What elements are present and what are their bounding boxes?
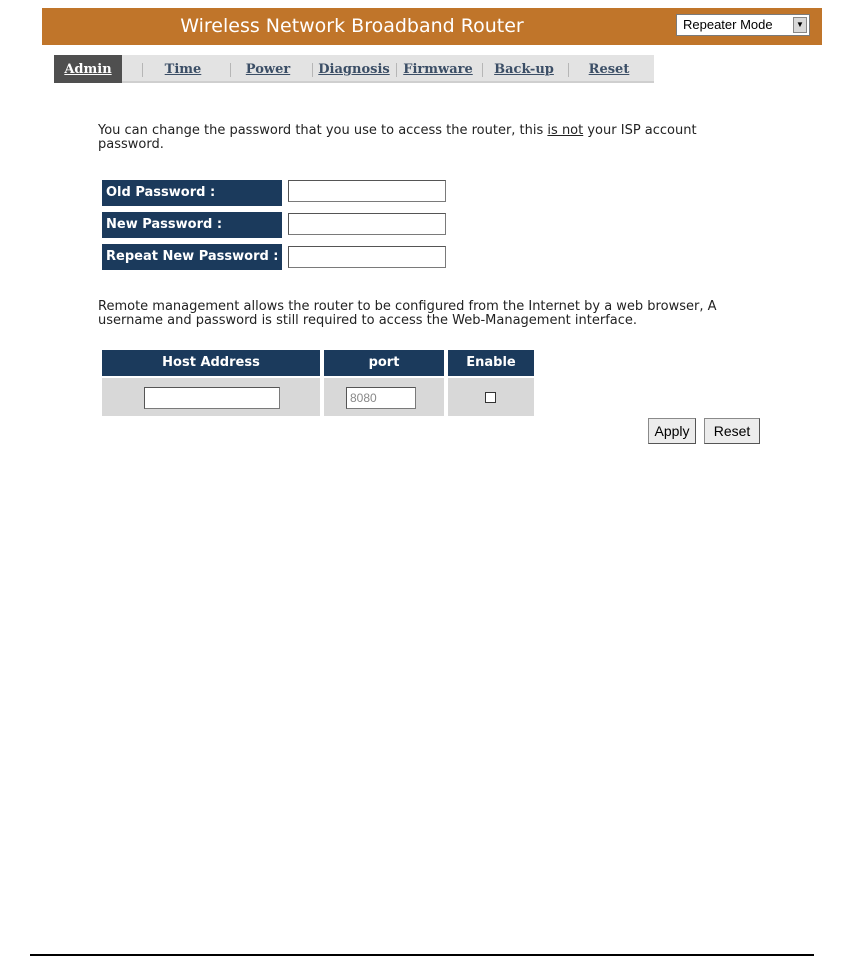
remote-intro: Remote management allows the router to be configured from the Internet by a web browser, A username and password is still required to access the Web-Management interface. [98,299,717,328]
enable-header: Enable [448,350,534,376]
is-not-emphasis: is not [547,123,584,138]
repeat-password-label: Repeat New Password : [102,244,282,270]
reset-button[interactable]: Reset [704,418,760,444]
tab-bar [54,55,654,83]
tab-diagnosis[interactable]: Diagnosis [318,62,390,77]
old-password-input[interactable] [288,180,446,202]
password-intro: You can change the password that you use to access the router, this is not your ISP account password. [98,123,697,152]
apply-button[interactable]: Apply [648,418,696,444]
enable-checkbox[interactable] [485,392,496,403]
host-address-cell [102,378,320,416]
tab-time[interactable]: Time [164,62,202,77]
tab-backup[interactable]: Back-up [494,62,554,77]
new-password-input[interactable] [288,213,446,235]
repeat-password-input[interactable] [288,246,446,268]
port-input[interactable] [346,387,416,409]
tab-firmware[interactable]: Firmware [403,62,473,77]
app-title: Wireless Network Broadband Router [180,15,524,37]
tab-separator [396,63,397,77]
header-bar [42,8,822,45]
tab-separator [312,63,313,77]
chevron-down-icon[interactable]: ▼ [793,17,807,33]
enable-cell [448,378,534,416]
mode-select[interactable] [676,14,810,36]
port-header: port [324,350,444,376]
old-password-label: Old Password : [102,180,282,206]
tab-separator [568,63,569,77]
tab-reset[interactable]: Reset [588,62,630,77]
tab-separator [230,63,231,77]
tab-separator [482,63,483,77]
tab-admin[interactable]: Admin [54,55,122,83]
port-cell [324,378,444,416]
host-address-header: Host Address [102,350,320,376]
tab-separator [142,63,143,77]
new-password-label: New Password : [102,212,282,238]
mode-select-value: Repeater Mode [683,17,773,32]
tab-power[interactable]: Power [245,62,291,77]
host-address-input[interactable] [144,387,280,409]
